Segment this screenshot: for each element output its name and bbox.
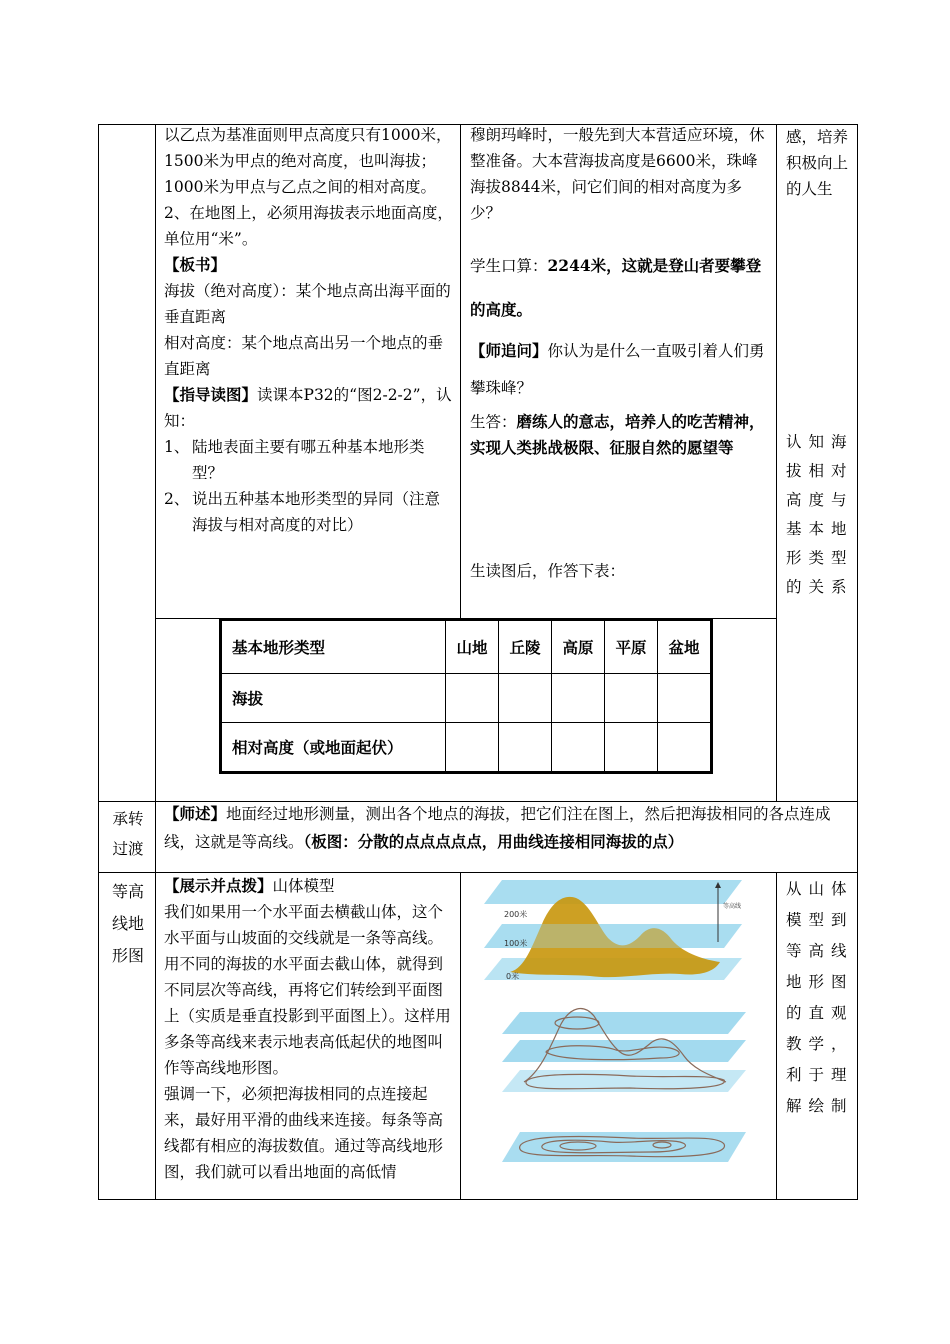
contour-para-1: 我们如果用一个水平面去横截山体，这个水平面与山坡面的交线就是一条等高线。用不同的海拔的水平面去截山体，就得到不同层次等高线，再将它们转绘到平面图上（实质是垂直投影到平面图上）。这样用多条等高线来表示地表高低起伏的地图叫作等高线地形图。 (164, 903, 451, 1077)
header-hills: 丘陵 (499, 620, 552, 674)
answer-cell[interactable] (605, 722, 658, 772)
answer-cell[interactable] (499, 674, 552, 722)
col-divider-2-lower (460, 872, 461, 1200)
guide-text: 读课本P32的“图2-2-2”，认知： (164, 386, 452, 430)
header-plateau: 高原 (552, 620, 605, 674)
transition-label: 承转过渡 (112, 810, 144, 858)
table-border-left (98, 124, 99, 1200)
follow-question (470, 332, 770, 407)
contour-title-line (164, 873, 454, 899)
col-divider-1 (155, 124, 156, 1200)
landform-row-altitude (221, 674, 712, 722)
answer-cell[interactable] (446, 674, 499, 722)
board-tag: 【板书】 (164, 255, 227, 274)
guide-tag: 【指导读图】 (164, 385, 258, 404)
header-landform-type: 基本地形类型 (221, 620, 446, 674)
col-divider-2-upper (460, 124, 461, 618)
question-2 (164, 486, 454, 538)
header-basin: 盆地 (658, 620, 712, 674)
student-answer-text: 磨练人的意志，培养人的吃苦精神，实现人类挑战极限、征服自然的愿望等 (470, 412, 765, 457)
question-2-text: 说出五种基本地形类型的异同（注意海拔与相对高度的对比） (192, 490, 441, 534)
col4-goal-bottom: 认知海拔相对高度与基本地形类型的关系 (786, 433, 854, 596)
answer-cell[interactable] (552, 722, 605, 772)
label-0: 0米 (506, 972, 520, 981)
label-contour: 等高线 (723, 903, 742, 910)
upper-col3 (470, 122, 770, 461)
answer-cell[interactable] (552, 674, 605, 722)
student-calc-answer: 2244米，这就是登山者要攀登的高度。 (470, 256, 762, 319)
landform-table (219, 618, 713, 774)
everest-intro: 穆朗玛峰时，一般先到大本营适应环境，休整准备。大本营海拔高度是6600米，珠峰海拔8844米，问它们间的相对高度为多少？ (470, 126, 765, 222)
answer-cell[interactable] (446, 722, 499, 772)
header-mountain: 山地 (446, 620, 499, 674)
label-100: 100米 (504, 939, 528, 948)
question-1-number: 1、 (164, 438, 190, 456)
follow-text: 你认为是什么一直吸引着人们勇攀珠峰？ (470, 342, 765, 397)
col4-goal-top: 感，培养积极向上的人生 (786, 128, 849, 198)
question-2-number: 2、 (164, 490, 190, 508)
answer-cell[interactable] (658, 674, 712, 722)
landform-row-relative (221, 722, 712, 772)
col-divider-4b (776, 872, 777, 1200)
landform-header-row (221, 620, 712, 674)
label-200: 200米 (504, 910, 528, 919)
question-1-text: 陆地表面主要有哪五种基本地形类型？ (192, 438, 425, 482)
header-plain: 平原 (605, 620, 658, 674)
transition-board: （板图：分散的点点点点点，用曲线连接相同海拔的点） (303, 832, 684, 851)
upper-col2 (164, 122, 454, 538)
row-label-altitude: 海拔 (221, 674, 446, 722)
student-answer-prefix: 生答： (470, 413, 517, 431)
transition-tag: 【师述】 (164, 804, 227, 823)
follow-tag: 【师追问】 (470, 341, 548, 360)
table-border-right (857, 124, 858, 1200)
board-line-altitude: 海拔（绝对高度）：某个地点高出海平面的垂直距离 (164, 282, 451, 326)
projection-plane (502, 1132, 746, 1162)
plane-200 (484, 880, 742, 904)
paragraph-map-elevation: 2、在地图上，必须用海拔表示地面高度，单位用“米”。 (164, 204, 453, 248)
fill-prompt: 生读图后，作答下表： (470, 562, 626, 580)
answer-cell[interactable] (605, 674, 658, 722)
col-divider-4a (776, 124, 777, 801)
student-calc (470, 244, 770, 332)
contour-tag: 【展示并点拨】 (164, 876, 273, 895)
student-answer (470, 409, 770, 461)
contour-col2 (164, 873, 454, 1185)
paragraph-relative-height: 以乙点为基准面则甲点高度只有1000米，1500米为甲点的绝对高度，也叫海拔；1000米为甲点与乙点之间的相对高度。 (164, 126, 452, 196)
guide-paragraph (164, 382, 454, 434)
table-border-bottom (98, 1199, 858, 1200)
question-1 (164, 434, 454, 486)
board-line-relative: 相对高度：某个地点高出另一个地点的垂直距离 (164, 334, 444, 378)
transition-body: 地面经过地形测量，测出各个地点的海拔，把它们注在图上，然后把海拔相同的各点连成线，这就是等高线。 (164, 805, 831, 851)
mountain-model-diagram (480, 876, 770, 1176)
transition-text (164, 800, 854, 856)
mid-plane-top (502, 1012, 746, 1034)
row-label-relative: 相对高度（或地面起伏） (221, 722, 446, 772)
contour-para-2: 强调一下，必须把海拔相同的点连接起来，最好用平滑的曲线来连接。每条等高线都有相应的海拔数值。通过等高线地形图，我们就可以看出地面的高低情 (164, 1085, 444, 1181)
answer-cell[interactable] (499, 722, 552, 772)
contour-right-note: 从山体模型到等高线地形图的直观教学，利于理解绘制 (786, 880, 854, 1115)
answer-cell[interactable] (658, 722, 712, 772)
student-calc-prefix: 学生口算： (470, 257, 548, 275)
mid-plane-bottom (502, 1070, 746, 1092)
contour-title: 山体模型 (272, 877, 335, 895)
contour-label: 等高线地形图 (111, 882, 144, 965)
